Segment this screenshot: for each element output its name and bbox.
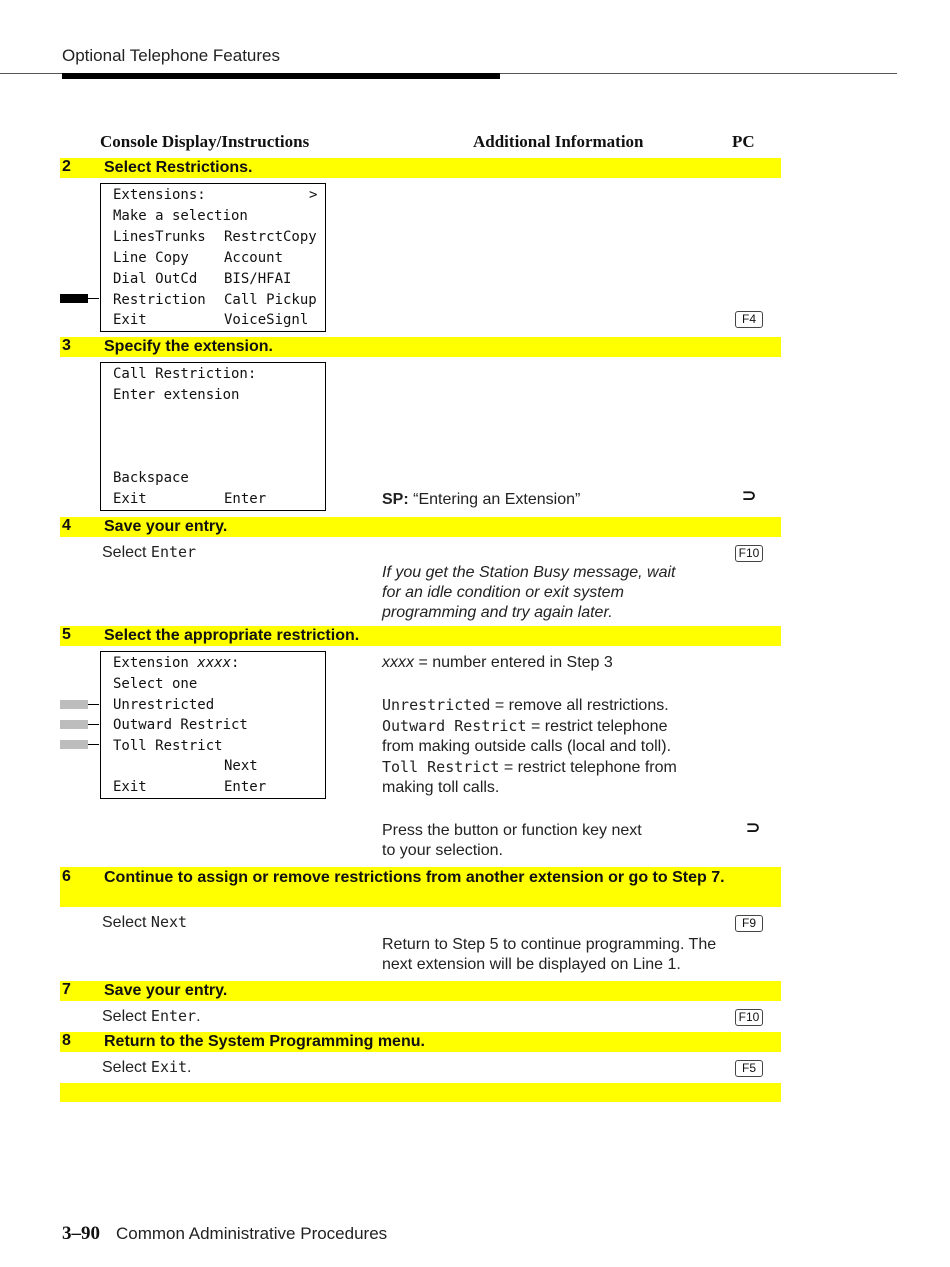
column-head-pc: PC <box>732 132 755 151</box>
end-band <box>60 1083 781 1102</box>
function-key-f4: F4 <box>735 311 763 328</box>
screen-line: Call Restriction: <box>113 366 257 382</box>
selection-marker-black <box>60 294 88 303</box>
info-key: Unrestricted <box>382 696 491 714</box>
screen-line: Call Pickup <box>224 292 317 308</box>
select-enter-instruction <box>102 543 196 562</box>
function-key-f9: F9 <box>735 915 763 932</box>
info-text: = remove all restrictions. <box>490 697 669 714</box>
step-text: Save your entry. <box>104 518 228 535</box>
screen-line: Enter <box>224 779 267 795</box>
screen-line: Line Copy <box>113 250 189 266</box>
screen-line: Next <box>224 758 258 774</box>
step-number: 5 <box>62 626 71 643</box>
screen-line: Enter extension <box>113 387 240 403</box>
screen-line: Extensions: <box>113 187 206 203</box>
footer-title: Common Administrative Procedures <box>116 1224 388 1243</box>
selection-marker-gray <box>60 700 88 709</box>
step-text: Select the appropriate restriction. <box>104 627 360 644</box>
select-next-instruction <box>102 913 187 932</box>
period: . <box>196 1008 201 1025</box>
sp-label: SP: <box>382 491 409 508</box>
screen-line: Backspace <box>113 470 189 486</box>
info-sp-reference <box>382 490 580 510</box>
select-word: Select <box>102 914 151 931</box>
info-text: = number entered in Step 3 <box>414 654 613 671</box>
period: . <box>187 1059 192 1076</box>
step-text: Select Restrictions. <box>104 159 253 176</box>
selection-marker-gray <box>60 740 88 749</box>
screen-option-unrestricted: Unrestricted <box>113 697 215 713</box>
info-press <box>382 821 642 861</box>
screen-line: Dial OutCd <box>113 271 198 287</box>
screen-text: : <box>231 655 240 671</box>
step-band-8 <box>60 1032 781 1052</box>
info-return <box>382 935 716 975</box>
info-text: Return to Step 5 to continue programming. The <box>382 936 717 953</box>
select-next: Next <box>150 913 188 931</box>
step-number: 2 <box>62 158 71 175</box>
info-toll <box>382 757 677 798</box>
screen-line: BIS/HFAI <box>224 271 292 287</box>
info-text: from making outside calls (local and toll). <box>382 738 672 755</box>
step-band-4 <box>60 517 781 537</box>
screen-line: Exit <box>113 491 147 507</box>
console-screen-extension <box>100 362 326 511</box>
marker-tick <box>88 298 99 299</box>
return-icon: ⊃ <box>742 486 757 505</box>
console-screen-restriction <box>100 651 326 799</box>
step-number: 6 <box>62 868 71 885</box>
screen-line-restriction: Restriction <box>113 292 206 308</box>
select-word: Select <box>102 1008 151 1025</box>
page-number: 3–90 <box>62 1223 100 1244</box>
screen-line: Enter <box>224 491 267 507</box>
screen-line <box>113 655 239 671</box>
function-key-f10: F10 <box>735 545 763 562</box>
marker-tick <box>88 744 99 745</box>
busy-note-line: programming and try again later. <box>382 604 613 621</box>
screen-option-outward: Outward Restrict <box>113 717 248 733</box>
select-exit-instruction <box>102 1058 192 1077</box>
step-band-3 <box>60 337 781 357</box>
info-text: = restrict telephone <box>526 718 668 735</box>
select-enter: Enter <box>150 543 197 561</box>
screen-line: Exit <box>113 779 147 795</box>
info-text: Press the button or function key next <box>382 822 642 839</box>
screen-variable: xxxx <box>197 655 232 671</box>
select-enter: Enter <box>150 1007 197 1025</box>
function-key-f10: F10 <box>735 1009 763 1026</box>
console-screen-menu <box>100 183 326 332</box>
header-bar <box>62 73 500 79</box>
step-band-2 <box>60 158 781 178</box>
info-unrestricted <box>382 695 669 716</box>
screen-arrow: > <box>309 187 318 203</box>
select-exit: Exit <box>150 1058 188 1076</box>
step-text: Save your entry. <box>104 982 228 999</box>
column-head-info: Additional Information <box>473 132 644 151</box>
step-text: Specify the extension. <box>104 338 273 355</box>
screen-line: Make a selection <box>113 208 248 224</box>
info-xxxx <box>382 653 613 673</box>
info-text: making toll calls. <box>382 779 500 796</box>
step-text: Continue to assign or remove restrictions from another extension or go to Step 7. <box>104 869 725 886</box>
step-band-6 <box>60 867 781 907</box>
info-text: = restrict telephone from <box>499 759 677 776</box>
screen-line: RestrctCopy <box>224 229 317 245</box>
screen-line: Select one <box>113 676 198 692</box>
step-number: 7 <box>62 981 71 998</box>
step-number: 3 <box>62 337 71 354</box>
busy-note <box>382 563 676 623</box>
marker-tick <box>88 724 99 725</box>
selection-marker-gray <box>60 720 88 729</box>
screen-line: Account <box>224 250 284 266</box>
screen-text: Extension <box>113 655 198 671</box>
info-variable: xxxx <box>382 654 414 671</box>
select-word: Select <box>102 544 151 561</box>
return-icon: ⊃ <box>746 818 761 837</box>
info-text: to your selection. <box>382 842 503 859</box>
screen-line: VoiceSignl <box>224 312 309 328</box>
marker-tick <box>88 704 99 705</box>
screen-line: Exit <box>113 312 147 328</box>
info-key: Outward Restrict <box>382 717 527 735</box>
function-key-f5: F5 <box>735 1060 763 1077</box>
info-outward <box>382 716 671 757</box>
running-header: Optional Telephone Features <box>62 46 281 65</box>
step-text: Return to the System Programming menu. <box>104 1033 425 1050</box>
select-word: Select <box>102 1059 151 1076</box>
step-number: 8 <box>62 1032 71 1049</box>
info-key: Toll Restrict <box>382 758 500 776</box>
step-number: 4 <box>62 517 71 534</box>
step-band-5 <box>60 626 781 646</box>
screen-line: LinesTrunks <box>113 229 206 245</box>
busy-note-line: for an idle condition or exit system <box>382 584 624 601</box>
sp-text: “Entering an Extension” <box>408 491 581 508</box>
select-enter-instruction <box>102 1007 201 1026</box>
column-head-console: Console Display/Instructions <box>100 132 310 151</box>
step-band-7 <box>60 981 781 1001</box>
screen-option-toll: Toll Restrict <box>113 738 223 754</box>
busy-note-line: If you get the Station Busy message, wait <box>382 564 676 581</box>
info-text: next extension will be displayed on Line 1. <box>382 956 681 973</box>
